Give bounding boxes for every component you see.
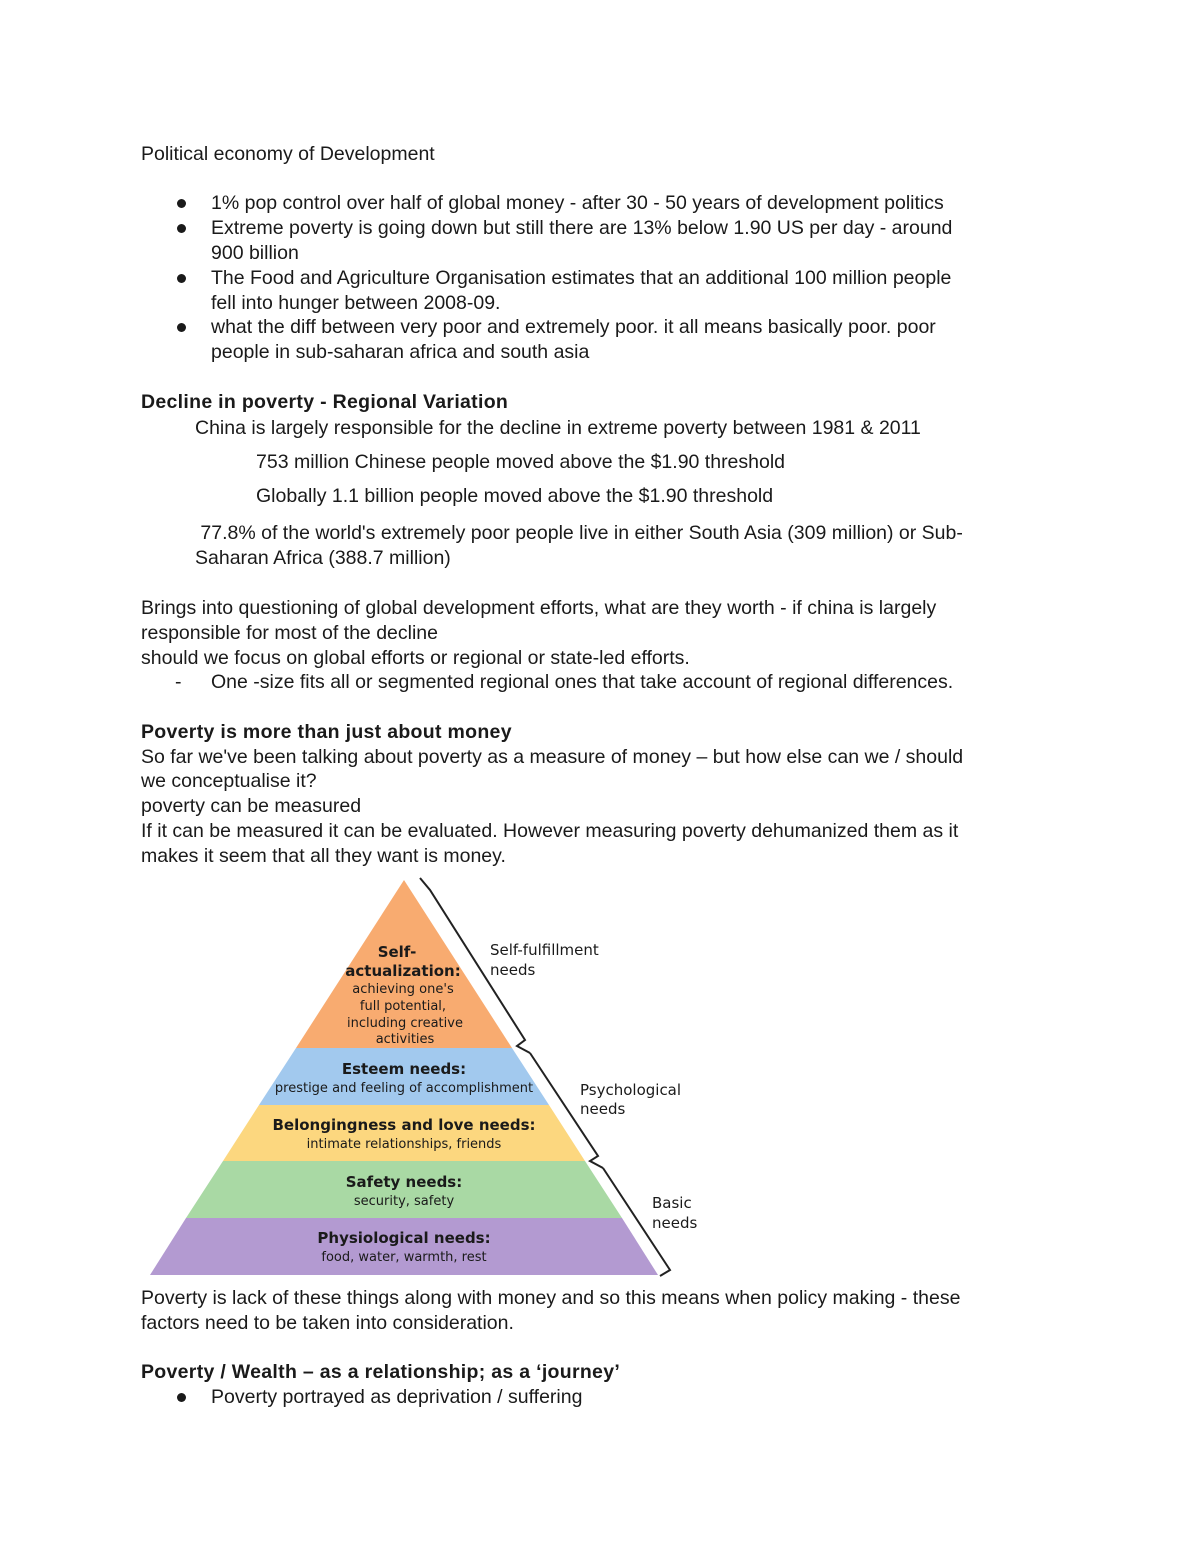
journey-heading: Poverty / Wealth – as a relationship; as a ‘journey’ (141, 1361, 621, 1383)
questioning-line-3: should we focus on global efforts or regional or state-led efforts. (141, 647, 690, 669)
bullet-2-line-1: Extreme poverty is going down but still there are 13% below 1.90 US per day - around (211, 217, 953, 239)
safety-title: Safety needs: (345, 1173, 463, 1191)
global-moved-line: Globally 1.1 billion people moved above the $1.90 threshold (256, 485, 774, 507)
label-self-fulfillment-2: needs (490, 961, 536, 979)
bullet-3-line-2: fell into hunger between 2008-09. (211, 292, 501, 314)
journey-bullet-1: Poverty portrayed as deprivation / suffering (211, 1386, 583, 1408)
esteem-desc: prestige and feeling of accomplishment (274, 1081, 534, 1096)
money-line-1: So far we've been talking about poverty as a measure of money – but how else can we / should (141, 746, 964, 768)
money-line-3: poverty can be measured (141, 795, 362, 817)
share-line-2: Saharan Africa (388.7 million) (195, 547, 451, 569)
dash-item: One -size fits all or segmented regional ones that take account of regional differences. (211, 671, 954, 693)
label-psychological-1: Psychological (580, 1081, 682, 1099)
bullet-1-line-1: 1% pop control over half of global money - after 30 - 50 years of development politics (211, 192, 944, 214)
decline-heading: Decline in poverty - Regional Variation (141, 391, 509, 413)
label-basic-2: needs (652, 1214, 698, 1232)
document-title: Political economy of Development (141, 143, 435, 165)
bullet-4-line-1: what the diff between very poor and extremely poor. it all means basically poor. poor (211, 316, 936, 338)
belong-title: Belongingness and love needs: (272, 1116, 536, 1134)
belong-desc: intimate relationships, friends (306, 1137, 502, 1152)
after-pyramid-line-1: Poverty is lack of these things along with money and so this means when policy making - these (141, 1287, 961, 1309)
money-line-2: we conceptualise it? (141, 770, 317, 792)
self-desc-1: achieving one's (352, 982, 454, 997)
bullet-dot (177, 1393, 186, 1402)
self-title-1: Self- (377, 943, 417, 961)
questioning-line-2: responsible for most of the decline (141, 622, 438, 644)
questioning-line-1: Brings into questioning of global development efforts, what are they worth - if china is largely (141, 597, 937, 619)
chinese-moved-line: 753 million Chinese people moved above the $1.90 threshold (256, 451, 786, 473)
label-basic-1: Basic (652, 1194, 692, 1212)
label-psychological-2: needs (580, 1100, 626, 1118)
dash-marker: - (175, 671, 182, 693)
money-line-5: makes it seem that all they want is money. (141, 845, 506, 867)
china-line: China is largely responsible for the decline in extreme poverty between 1981 & 2011 (195, 417, 921, 439)
label-self-fulfillment-1: Self-fulfillment (490, 941, 599, 959)
esteem-title: Esteem needs: (341, 1060, 467, 1078)
self-desc-3: including creative (347, 1016, 463, 1031)
bullet-4-line-2: people in sub-saharan africa and south asia (211, 341, 590, 363)
share-line-1: 77.8% of the world's extremely poor people live in either South Asia (309 million) or Sub- (195, 522, 963, 544)
self-desc-2: full potential, (359, 999, 447, 1014)
self-title-2: actualization: (345, 962, 461, 980)
safety-desc: security, safety (353, 1194, 455, 1209)
bullet-3-line-1: The Food and Agriculture Organisation estimates that an additional 100 million people (211, 267, 952, 289)
self-desc-4: activities (375, 1032, 435, 1047)
physio-title: Physiological needs: (317, 1229, 491, 1247)
after-pyramid-line-2: factors need to be taken into consideration. (141, 1312, 514, 1334)
money-heading: Poverty is more than just about money (141, 721, 512, 743)
bullet-2-line-2: 900 billion (211, 242, 299, 264)
physio-desc: food, water, warmth, rest (321, 1250, 487, 1265)
money-line-4: If it can be measured it can be evaluated. However measuring poverty dehumanized them as it (141, 820, 959, 842)
